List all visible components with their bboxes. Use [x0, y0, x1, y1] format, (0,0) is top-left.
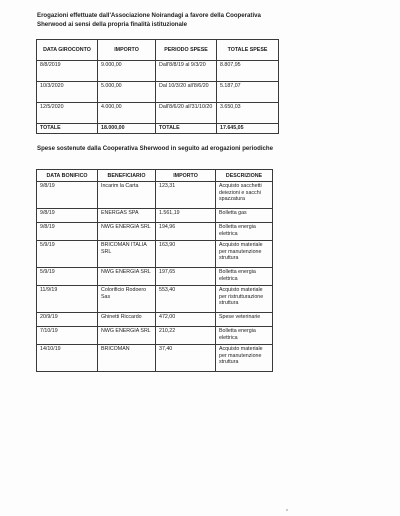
cell-beneficiario: BRICOMAN ITALIA SRL [98, 241, 156, 268]
cell-descrizione: Acquisto sacchetti deiezioni e sacchi spazzatura [216, 182, 273, 209]
cell-data: 9/8/19 [37, 209, 98, 223]
table-row [37, 223, 273, 241]
table-erogazioni [36, 39, 279, 134]
col-header-beneficiario: BENEFICIARIO [98, 170, 156, 182]
col-header-data-giroconto: DATA GIROCONTO [37, 40, 98, 61]
cell-beneficiario: ENERGAS SPA [98, 209, 156, 223]
col-header-totale-spese: TOTALE SPESE [217, 40, 279, 61]
cell-totale: 3.650,03 [217, 103, 279, 124]
cell-data: 8/8/2019 [37, 61, 98, 82]
cell-data: 11/9/19 [37, 286, 98, 313]
cell-data: 14/10/19 [37, 345, 98, 372]
cell-importo: 5.000,00 [98, 82, 156, 103]
table-row [37, 327, 273, 345]
cell-periodo: Dall'8/6/20 all'31/10/20 [156, 103, 217, 124]
table-row [37, 103, 279, 124]
table-row [37, 182, 273, 209]
cell-importo: 472,00 [156, 313, 216, 327]
col-header-importo: IMPORTO [98, 40, 156, 61]
cell-data: 10/3/2020 [37, 82, 98, 103]
cell-beneficiario: Colorificio Rodoero Sas [98, 286, 156, 313]
table-spese [36, 169, 273, 372]
cell-totale: 5.187,07 [217, 82, 279, 103]
cell-descrizione: Acquisto materiale per ristrutturazione struttura [216, 286, 273, 313]
table-total-row [37, 124, 279, 134]
cell-descrizione: Acquisto materiale per manutenzione struttura [216, 241, 273, 268]
cell-beneficiario: BRICOMAN [98, 345, 156, 372]
cell-descrizione: Bolletta gas [216, 209, 273, 223]
table-row [37, 313, 273, 327]
table-row [37, 209, 273, 223]
cell-importo: 123,31 [156, 182, 216, 209]
cell-descrizione: Bolletta energia elettrica [216, 327, 273, 345]
cell-data: 7/10/19 [37, 327, 98, 345]
cell-data: 9/8/19 [37, 182, 98, 209]
cell-importo: 9.000,00 [98, 61, 156, 82]
total-label-2: TOTALE [156, 124, 217, 134]
cell-descrizione: Spese veterinarie [216, 313, 273, 327]
cell-importo: 1.561,19 [156, 209, 216, 223]
cell-beneficiario: NWG ENERGIA SRL [98, 223, 156, 241]
cell-importo: 4.000,00 [98, 103, 156, 124]
cell-periodo: Dall'8/8/19 al 9/3/20 [156, 61, 217, 82]
table-header-row [37, 40, 279, 61]
heading-spese: Spese sostenute dalla Cooperativa Sherwood in seguito ad erogazioni periodiche [37, 145, 274, 152]
cell-descrizione: Bolletta energia elettrica [216, 268, 273, 286]
cell-importo: 194,96 [156, 223, 216, 241]
col-header-periodo-spese: PERIODO SPESE [156, 40, 217, 61]
total-importo: 18.000,00 [98, 124, 156, 134]
cell-beneficiario: NWG ENERGIA SRL [98, 268, 156, 286]
cell-data: 5/9/19 [37, 241, 98, 268]
scan-speck [286, 509, 288, 511]
cell-beneficiario: Ghinetti Riccardo [98, 313, 156, 327]
table-header-row [37, 170, 273, 182]
col-header-importo: IMPORTO [156, 170, 216, 182]
table-row [37, 61, 279, 82]
cell-importo: 553,40 [156, 286, 216, 313]
table-row [37, 82, 279, 103]
cell-data: 9/8/19 [37, 223, 98, 241]
cell-descrizione: Acquisto materiale per manutenzione struttura [216, 345, 273, 372]
cell-data: 20/9/19 [37, 313, 98, 327]
col-header-descrizione: DESCRIZIONE [216, 170, 273, 182]
table-row [37, 268, 273, 286]
cell-importo: 163,90 [156, 241, 216, 268]
total-label: TOTALE [37, 124, 98, 134]
table-row [37, 286, 273, 313]
cell-data: 12/5/2020 [37, 103, 98, 124]
table-row [37, 345, 273, 372]
cell-periodo: Dal 10/3/20 all'8/6/20 [156, 82, 217, 103]
cell-importo: 210,22 [156, 327, 216, 345]
cell-beneficiario: NWG ENERGIA SRL [98, 327, 156, 345]
cell-importo: 37,40 [156, 345, 216, 372]
cell-totale: 8.807,95 [217, 61, 279, 82]
total-spese: 17.645,05 [217, 124, 279, 134]
cell-descrizione: Bolletta energia elettrica [216, 223, 273, 241]
heading-erogazioni: Erogazioni effettuate dall'Associazione Noirandagi a favore della Cooperativa Sherwood ai sensi della propria finalità istituzionale [37, 12, 261, 28]
cell-data: 5/9/19 [37, 268, 98, 286]
col-header-data-bonifico: DATA BONIFICO [37, 170, 98, 182]
table-row [37, 241, 273, 268]
cell-importo: 197,65 [156, 268, 216, 286]
cell-beneficiario: Incarim la Carta [98, 182, 156, 209]
